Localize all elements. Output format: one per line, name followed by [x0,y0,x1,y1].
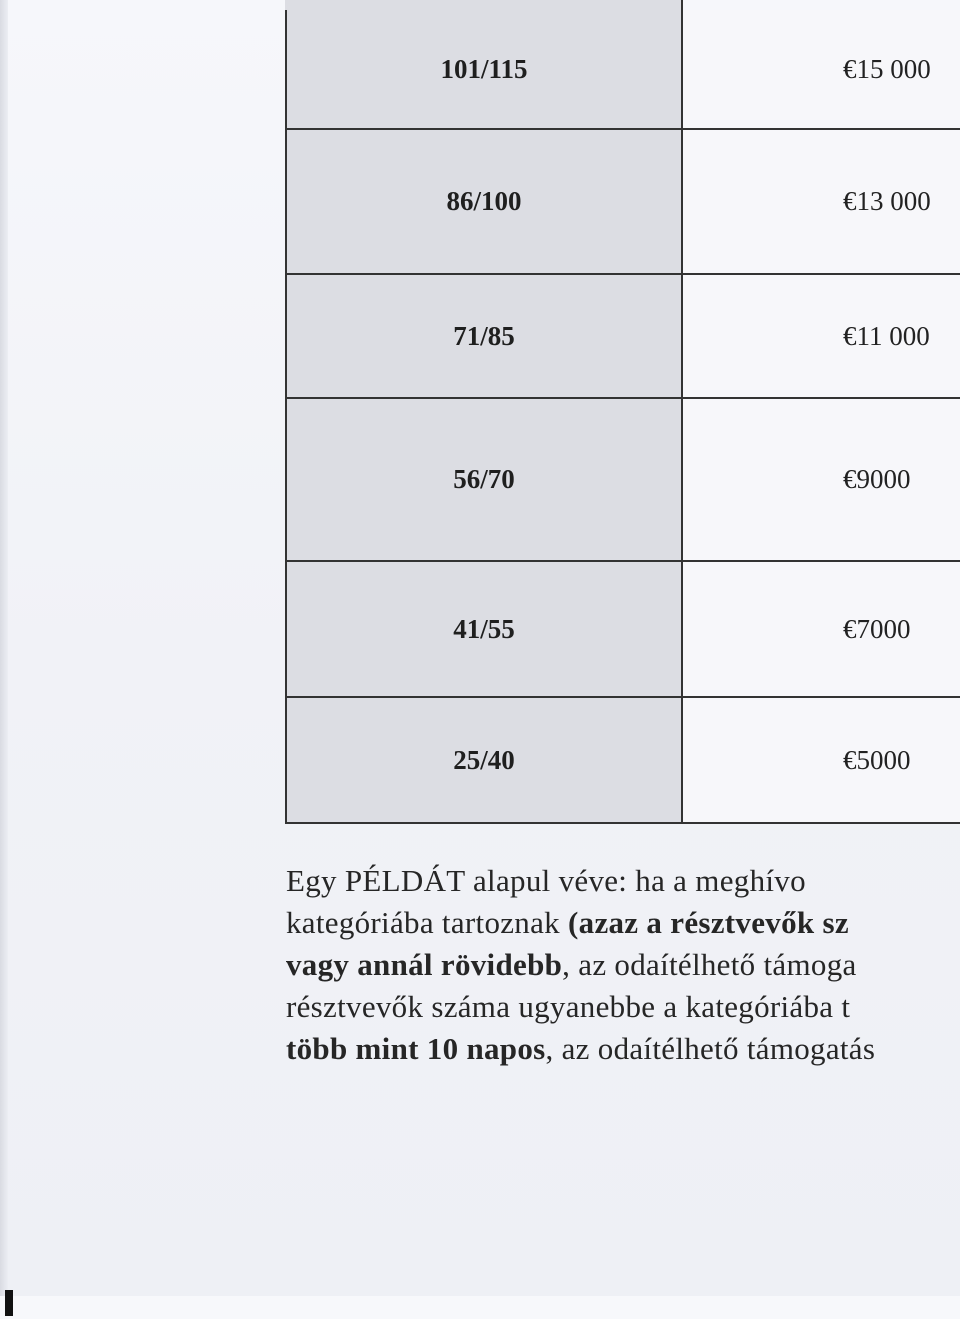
paragraph-bold-text: vagy annál rövidebb [286,947,563,982]
paragraph-bold-text: (azaz a résztvevők sz [568,905,849,940]
table-cell-category: 71/85 [287,275,683,397]
table-row [287,10,960,128]
table-cell-amount: €9000 [683,399,960,560]
scan-mark [5,1290,13,1316]
page-bottom-edge [0,1296,960,1319]
paragraph-text: , az odaítélhető támoga [562,947,857,982]
table-row [287,397,960,560]
table-row [287,560,960,696]
table-cell-amount: €15 000 [683,10,960,128]
table-cell-amount: €7000 [683,562,960,696]
example-paragraph [286,860,960,1070]
page-left-edge [0,0,8,1319]
table-cell-amount: €5000 [683,698,960,822]
table-cell-category: 101/115 [287,10,683,128]
paragraph-line [286,1028,960,1070]
paragraph-bold-text: több mint 10 napos [286,1031,546,1066]
table-cell-category: 25/40 [287,698,683,822]
table-cell-category: 86/100 [287,130,683,273]
paragraph-line [286,944,960,986]
paragraph-line: résztvevők száma ugyanebbe a kategóriába t [286,989,851,1024]
paragraph-line: Egy PÉLDÁT alapul véve: ha a meghívo [286,863,806,898]
grant-table [285,10,960,824]
table-row [287,696,960,822]
paragraph-text: , az odaítélhető támogatás [545,1031,876,1066]
table-cell-amount: €11 000 [683,275,960,397]
paragraph-line [286,902,960,944]
table-row [287,128,960,273]
table-cell-amount: €13 000 [683,130,960,273]
table-cell-category: 56/70 [287,399,683,560]
table-cell-category: 41/55 [287,562,683,696]
paragraph-text: kategóriába tartoznak [286,905,569,940]
table-row [287,273,960,397]
